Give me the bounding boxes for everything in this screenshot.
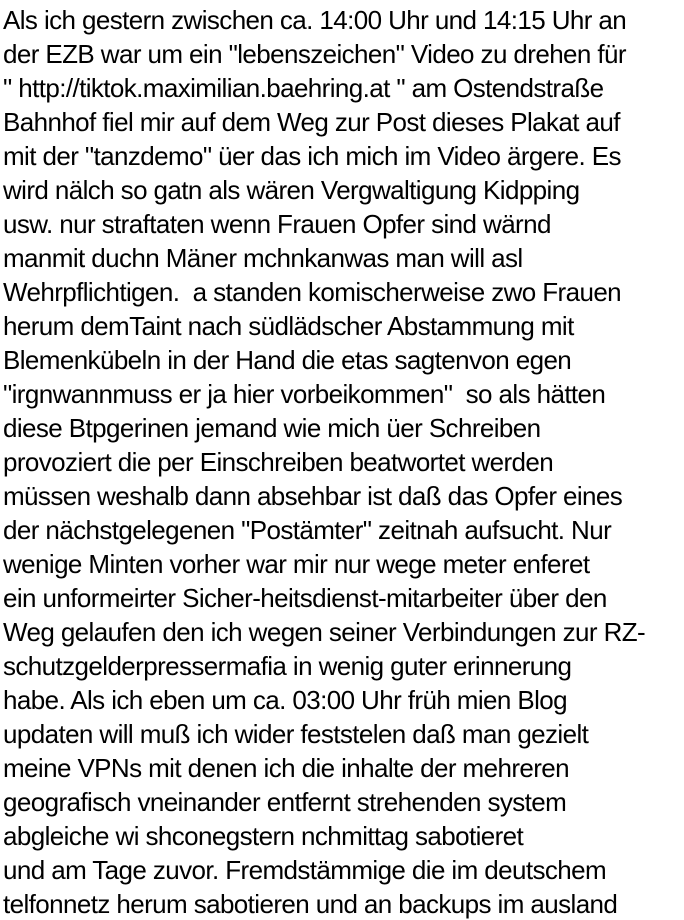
text-line: habe. Als ich eben um ca. 03:00 Uhr früh mien Blog xyxy=(3,685,568,715)
text-line: und am Tage zuvor. Fremdstämmige die im deutschem xyxy=(3,855,607,885)
text-line: Wehrpflichtigen. a standen komischerweise zwo Frauen xyxy=(3,277,622,307)
text-line: "irgnwannmuss er ja hier vorbeikommen" so als hätten xyxy=(3,379,606,409)
text-line: mit der "tanzdemo" üer das ich mich im Video ärgere. Es xyxy=(3,141,621,171)
text-line: provoziert die per Einschreiben beatwortet werden xyxy=(3,447,554,477)
text-line: wird nälch so gatn als wären Vergwaltigung Kidpping xyxy=(3,175,580,205)
text-line: der EZB war um ein "lebenszeichen" Video zu drehen für xyxy=(3,39,626,69)
text-line: Als ich gestern zwischen ca. 14:00 Uhr und 14:15 Uhr an xyxy=(3,5,627,35)
text-line: diese Btpgerinen jemand wie mich üer Schreiben xyxy=(3,413,541,443)
text-line: manmit duchn Mäner mchnkanwas man will asl xyxy=(3,243,523,273)
text-line: Weg gelaufen den ich wegen seiner Verbindungen zur RZ- xyxy=(3,617,646,647)
text-line: " http://tiktok.maximilian.baehring.at " am Ostendstraße xyxy=(3,73,604,103)
text-line: meine VPNs mit denen ich die inhalte der mehreren xyxy=(3,753,570,783)
text-line: abgleiche wi shconegstern nchmittag sabotieret xyxy=(3,821,524,851)
text-line: herum demTaint nach südlädscher Abstammung mit xyxy=(3,311,574,341)
text-line: schutzgelderpressermafia in wenig guter erinnerung xyxy=(3,651,572,681)
text-line: updaten will muß ich wider feststelen daß man gezielt xyxy=(3,719,589,749)
text-line: usw. nur straftaten wenn Frauen Opfer sind wärnd xyxy=(3,209,551,239)
text-line: Bahnhof fiel mir auf dem Weg zur Post dieses Plakat auf xyxy=(3,107,620,137)
text-line: Blemenkübeln in der Hand die etas sagtenvon egen xyxy=(3,345,572,375)
text-line: müssen weshalb dann absehbar ist daß das Opfer eines xyxy=(3,481,623,511)
text-line: telfonnetz herum sabotieren und an backups im ausland xyxy=(3,889,618,919)
text-line: ein unformeirter Sicher-heitsdienst-mitarbeiter über den xyxy=(3,583,607,613)
text-line: geografisch vneinander entfernt strehenden system xyxy=(3,787,567,817)
text-line: wenige Minten vorher war mir nur wege meter enferet xyxy=(3,549,590,579)
text-line: der nächstgelegenen "Postämter" zeitnah aufsucht. Nur xyxy=(3,515,612,545)
